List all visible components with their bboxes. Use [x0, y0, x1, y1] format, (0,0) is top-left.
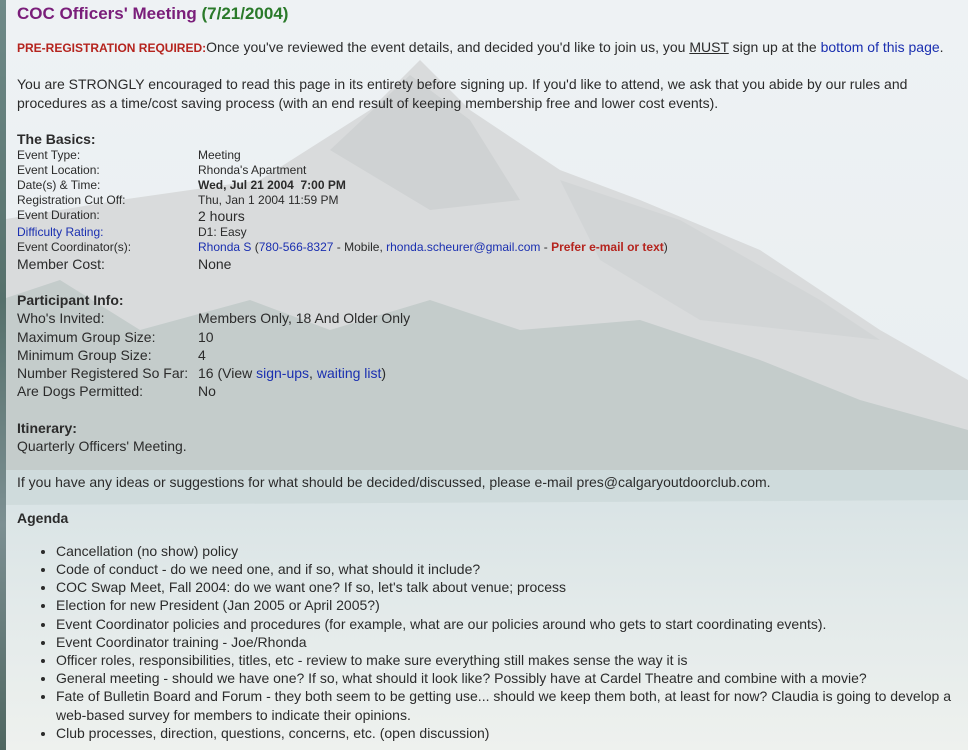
coordinator-mobile-text: - Mobile, [333, 240, 387, 254]
event-date-title: (7/21/2004) [201, 4, 289, 23]
min-group-row [17, 346, 962, 364]
agenda-item: • Event Coordinator training - Joe/Rhonda [56, 633, 962, 651]
dogs-value: No [198, 383, 216, 400]
registration-cutoff-value: Thu, Jan 1 2004 11:59 PM [198, 193, 339, 207]
itinerary-line-1: Quarterly Officers' Meeting. [17, 437, 187, 454]
agenda-item: • Officer roles, responsibilities, titles, etc - review to make sure everything still makes sense the way it is [56, 651, 962, 669]
page-title [17, 4, 962, 26]
preregistration-text: Once you've reviewed the event details, and decided you'd like to join us, you [206, 39, 690, 55]
intro-paragraph: You are STRONGLY encouraged to read this page in its entirety before signing up. If you'd like to attend, we ask that you abide by our rules and procedures as a time/cost saving process (with an end result of keeping membership free and lower cost events). [17, 76, 908, 111]
dogs-label: Are Dogs Permitted: [17, 383, 144, 400]
registration-cutoff-label: Registration Cut Off: [17, 193, 126, 207]
event-coordinator-row [17, 240, 962, 255]
agenda-list [17, 542, 962, 742]
agenda-item: • COC Swap Meet, Fall 2004: do we want one? If so, let's talk about venue; process [56, 578, 962, 596]
registration-cutoff-row [17, 193, 962, 208]
left-border [0, 0, 6, 750]
preregistration-notice [17, 38, 962, 58]
event-location-value: Rhonda's Apartment [198, 163, 307, 177]
coordinator-email-link[interactable]: rhonda.scheurer@gmail.com [386, 240, 541, 254]
dogs-row [17, 382, 962, 400]
registered-count: 16 [198, 365, 214, 382]
itinerary-line-2: If you have any ideas or suggestions for what should be decided/discussed, please e-mail pres@calgaryoutdoorclub.com. [17, 473, 771, 490]
event-duration-row [17, 208, 962, 225]
agenda-item: • Code of conduct - do we need one, and if so, what should it include? [56, 560, 962, 578]
preregistration-label: PRE-REGISTRATION REQUIRED: [17, 41, 207, 55]
event-duration-value: 2 hours [198, 208, 245, 224]
event-coordinator-label: Event Coordinator(s): [17, 240, 132, 254]
min-group-value: 4 [198, 346, 206, 363]
registered-row [17, 364, 962, 382]
member-cost-value: None [198, 256, 232, 272]
waiting-list-link[interactable]: waiting list [316, 365, 382, 382]
event-title: COC Officers' Meeting [17, 4, 197, 23]
agenda-item: • Election for new President (Jan 2005 or April 2005?) [56, 596, 962, 614]
event-location-row [17, 163, 962, 178]
preregistration-text-mid: sign up at the [728, 39, 821, 55]
date-time-label: Date(s) & Time: [17, 178, 101, 192]
agenda-item: • Cancellation (no show) policy [56, 542, 962, 560]
max-group-row [17, 328, 962, 346]
preregistration-text-end: . [939, 39, 944, 55]
bottom-of-page-link[interactable]: bottom of this page [820, 39, 940, 55]
max-group-label: Maximum Group Size: [17, 328, 156, 345]
participant-heading: Participant Info: [17, 292, 124, 309]
registered-value [198, 364, 386, 382]
agenda-item: • Event Coordinator policies and procedures (for example, what are our policies around who gets to start coordinating events). [56, 615, 962, 633]
min-group-label: Minimum Group Size: [17, 346, 152, 363]
registered-comma: , [309, 365, 317, 382]
itinerary-section [17, 419, 962, 492]
event-type-value: Meeting [198, 148, 241, 162]
event-type-row [17, 148, 962, 163]
whos-invited-label: Who's Invited: [17, 310, 105, 327]
basics-section [17, 130, 962, 273]
agenda-section [17, 509, 962, 742]
difficulty-rating-link[interactable]: Difficulty Rating: [17, 225, 104, 239]
date-time-row [17, 178, 962, 193]
member-cost-label: Member Cost: [17, 256, 105, 272]
agenda-heading: Agenda [17, 509, 69, 526]
event-type-label: Event Type: [17, 148, 81, 162]
date-time-value: Wed, Jul 21 2004 7:00 PM [198, 178, 346, 192]
agenda-item: • Club processes, direction, questions, concerns, etc. (open discussion) [56, 724, 962, 742]
difficulty-value: D1: Easy [198, 225, 247, 239]
difficulty-row [17, 225, 962, 240]
whos-invited-row [17, 309, 962, 327]
member-cost-row [17, 255, 962, 273]
event-location-label: Event Location: [17, 163, 100, 177]
event-coordinator-value: Rhonda S (780-566-8327 - Mobile, rhonda.scheurer@gmail.com - Prefer e-mail or text) [198, 240, 668, 254]
registered-label: Number Registered So Far: [17, 365, 189, 382]
participant-section [17, 291, 962, 400]
itinerary-heading: Itinerary: [17, 419, 77, 436]
event-page [17, 0, 962, 742]
event-duration-label: Event Duration: [17, 208, 100, 222]
signups-link[interactable]: sign-ups [256, 365, 310, 382]
agenda-item: • General meeting - should we have one? If so, what should it look like? Possibly have at Cardel Theatre and combine with a movie? [56, 669, 962, 687]
max-group-value: 10 [198, 328, 214, 345]
registered-close: ) [381, 365, 387, 382]
must-text: MUST [689, 39, 729, 55]
basics-heading: The Basics: [17, 131, 96, 147]
coordinator-phone-link[interactable]: 780-566-8327 [258, 240, 334, 254]
registered-view-text: (View [213, 365, 257, 382]
agenda-item: • Fate of Bulletin Board and Forum - they both seem to be getting use... should we keep them both, at least for now? Claudia is going to develop a web-based survey for members to indicate their opinions. [56, 687, 962, 723]
coordinator-preference: Prefer e-mail or text [551, 240, 664, 254]
whos-invited-value: Members Only, 18 And Older Only [198, 310, 411, 327]
coordinator-name-link[interactable]: Rhonda S [198, 240, 252, 254]
coordinator-separator: - [540, 240, 552, 254]
